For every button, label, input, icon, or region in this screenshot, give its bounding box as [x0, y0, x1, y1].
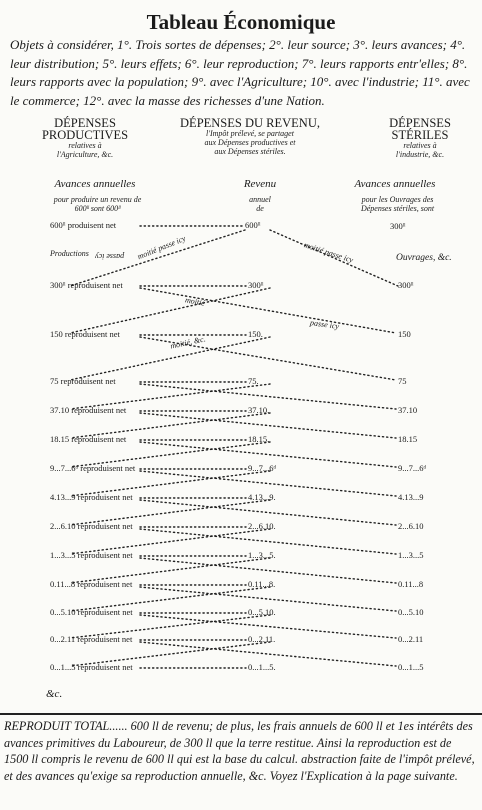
row-left-value: 300ˡˡ reproduisent net — [50, 280, 123, 290]
row-center-value: 18.15. — [248, 434, 270, 444]
row-left-value: 0...1...5 reproduisent net — [50, 662, 133, 672]
row-left-value: 1...3...5 reproduisent net — [50, 550, 133, 560]
row-left-value: 2...6.10 reproduisent net — [50, 521, 133, 531]
left-avances-sub-2: 600ˡˡ sont 600ˡˡ — [74, 204, 121, 213]
footer-text: REPRODUIT TOTAL...... 600 ll de revenu; de plus, les frais annuels de 600 ll et 1es intérêts des avances primitives du Laboureur, de 300 ll que la terre restitue. Ainsi la reproduction est de 1500 ll compris le revenu de 600 ll qui est la base du calcul. abstraction faite de l'impôt prélevé, et des avances qu'exige sa reproduction annuelle, &c. Voyez l'Explication à la page suivante. — [4, 719, 475, 783]
row-left-value: 37.10 reproduisent net — [50, 405, 127, 415]
row-right-value: 0.11...8 — [398, 579, 424, 589]
intro-text: Objets à considérer, 1°. Trois sortes de dépenses; 2°. leur source; 3°. leurs avances; 4°. leur distribution; 5°. leurs effets; 6°. leur reproduction; 7°. leurs rapports entr'elles; 8°. leurs rapports avec la population; 9°. avec l'Agriculture; 10°. avec l'industrie; 11°. avec le commerce; 12°. avec la masse des richesses d'une Nation. — [10, 37, 470, 108]
row-right-value: 9...7...6ᵈ — [398, 463, 427, 473]
etc-label: &c. — [46, 688, 63, 700]
row-center-value: 150. — [248, 329, 263, 339]
row-right-value: 18.15 — [398, 434, 418, 444]
right-sub-2: l'industrie, &c. — [395, 150, 445, 159]
right-avances-heading: Avances annuelles — [354, 178, 436, 190]
ouvrages-label: Ouvrages, &c. — [396, 253, 452, 263]
row-left-value: 0.11...8 reproduisent net — [50, 579, 133, 589]
row-left-value: 75 reproduisent net — [50, 376, 116, 386]
row-center-value: 2...6.10. — [248, 521, 276, 531]
left-title-1: DÉPENSES — [54, 116, 116, 130]
center-revenu-sub-1: annuel — [249, 195, 271, 204]
right-avances-sub-2: Dépenses stériles, sont — [360, 204, 435, 213]
right-sub-1: relatives à — [403, 141, 437, 150]
row-right-value: 4.13...9 — [398, 492, 424, 502]
center-revenu-heading: Revenu — [243, 178, 277, 190]
row-center-value: 0...5.10. — [248, 607, 276, 617]
row-right-value: 37.10 — [398, 405, 418, 415]
diag-label-5: passe icy — [309, 318, 340, 331]
center-sub-2: aux Dépenses productives et — [204, 138, 296, 147]
right-title-1: DÉPENSES — [389, 116, 451, 130]
row-right-value: 1...3...5 — [398, 550, 424, 560]
row-center-value: 0...2.11. — [248, 634, 276, 644]
row-right-value: 75 — [398, 376, 407, 386]
right-avances-sub-1: pour les Ouvrages des — [361, 195, 434, 204]
center-sub-1: l'Impôt prélevé, se partaget — [206, 129, 294, 138]
divider — [0, 713, 482, 715]
row-center-value: 9...7...6ᵈ — [248, 463, 277, 473]
diag-label-6: moitié, &c. — [169, 334, 207, 351]
diag-label-4: moitié — [184, 295, 206, 308]
right-title-2: STÉRILES — [391, 128, 449, 142]
row-left-value: 150 reproduisent net — [50, 329, 120, 339]
row-left-value: 9...7...6ᵈ reproduisent net — [50, 463, 136, 473]
center-sub-3: aux Dépenses stériles. — [214, 147, 286, 156]
dotted-line — [140, 288, 396, 333]
page-title: Tableau Économique — [146, 10, 336, 34]
diag-label-1: moitié passe icy — [136, 233, 187, 262]
row-left-value: 0...2.11 reproduisent net — [50, 634, 133, 644]
left-sub-1: relatives à — [68, 141, 102, 150]
row-right-value: 0...5.10 — [398, 607, 424, 617]
row-left-value: 18.15 reproduisent net — [50, 434, 127, 444]
row-center-value: 300ˡˡ — [248, 280, 264, 290]
row-left-value: 4.13...9 reproduisent net — [50, 492, 133, 502]
row-center-value: 0.11...8. — [248, 579, 276, 589]
diag-label-3: passe icy — [95, 252, 125, 261]
row-center-value: 75. — [248, 376, 259, 386]
left-avances-heading: Avances annuelles — [54, 178, 136, 190]
row-center-value: 1...3...5. — [248, 550, 276, 560]
row-right-value: 0...2.11 — [398, 634, 424, 644]
left-sub-2: l'Agriculture, &c. — [56, 150, 114, 159]
row-left-value: 0...5.10 reproduisent net — [50, 607, 133, 617]
row-right-value: 2...6.10 — [398, 521, 424, 531]
diag-label-2: moitié passe icy — [302, 240, 355, 265]
right-avances-value: 300ˡˡ — [390, 221, 406, 231]
row-right-value: 300ˡˡ — [398, 280, 414, 290]
productions-label: Productions — [50, 249, 89, 258]
top-row-left: 600ˡˡ produisent net — [50, 220, 117, 230]
row-right-value: 150 — [398, 329, 411, 339]
center-revenu-sub-2: de — [256, 204, 264, 213]
center-title: DÉPENSES DU REVENU, — [180, 116, 320, 130]
row-right-value: 0...1...5 — [398, 662, 424, 672]
dotted-line — [70, 288, 270, 333]
row-center-value: 37.10. — [248, 405, 270, 415]
left-avances-sub-1: pour produire un revenu de — [53, 195, 142, 204]
top-row-center: 600ˡˡ — [245, 220, 261, 230]
row-center-value: 4.13...9. — [248, 492, 276, 502]
left-title-2: PRODUCTIVES — [41, 128, 129, 142]
row-center-value: 0...1...5. — [248, 662, 276, 672]
